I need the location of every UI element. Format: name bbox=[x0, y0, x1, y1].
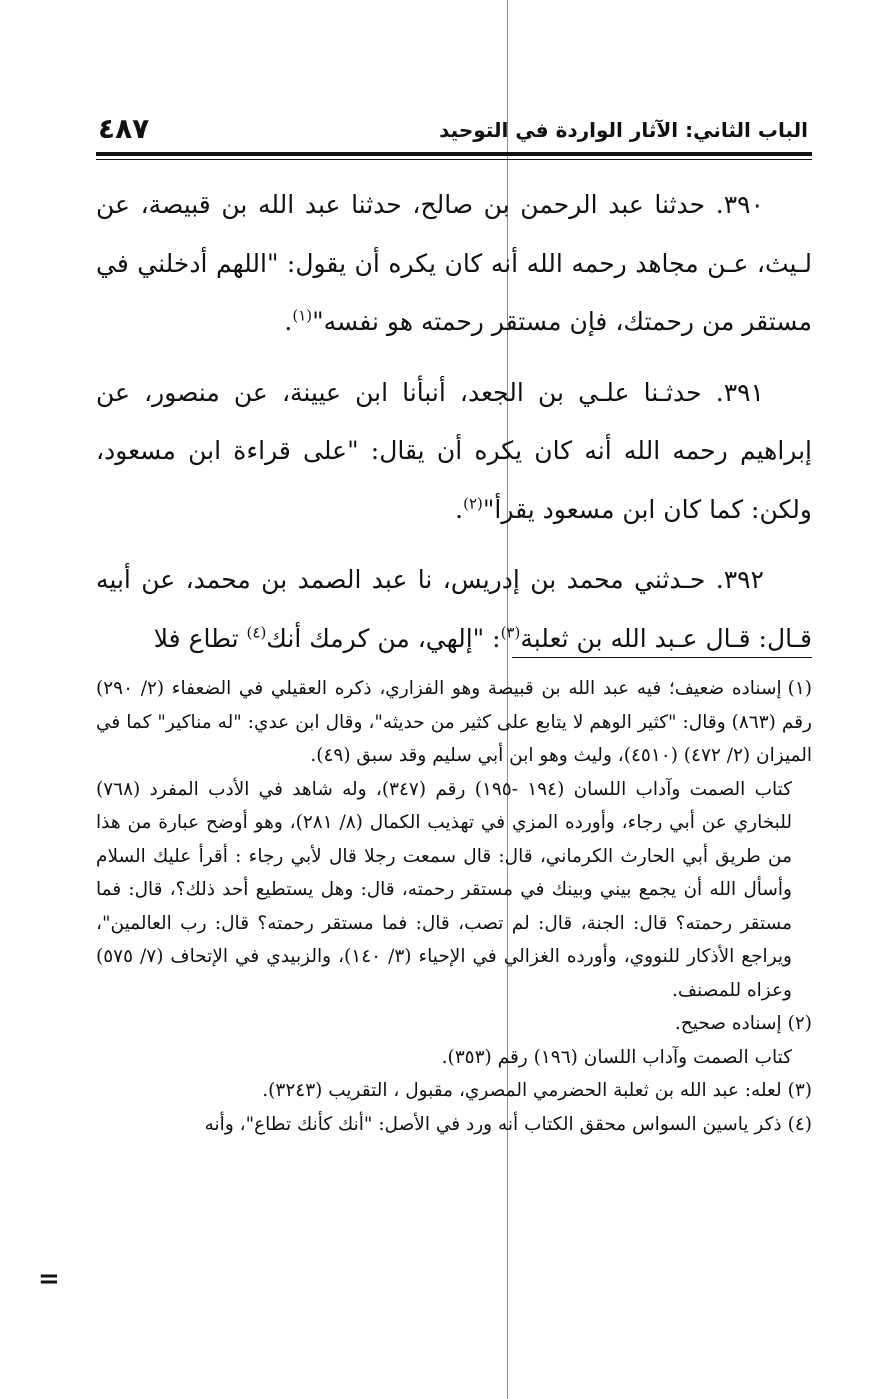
narration-392: ٣٩٢. حـدثني محمد بن إدريس، نا عبد الصمد بن محمد، عن أبيه قـال: قـال عـبد الله بن ثعلبة$^{(٣)}$: "إلهي، من كرمك أنك$^{(٤)}$ تطاع فلا bbox=[96, 565, 812, 653]
footnote-2 bbox=[96, 1007, 812, 1041]
narration-text: حدثنا عبد الرحمن بن صالح، حدثنا عبد الله بن قبيصة، عن لـيث، عـن مجاهد رحمه الله أنه كان يكره أن يقول: "اللهم أدخلني في مستقر من رحمتك، فإن مستقر رحمته هو نفسه" bbox=[96, 190, 812, 336]
sentence-end: . bbox=[455, 494, 464, 524]
narration-text: : "إلهي، من كرمك أنك bbox=[266, 623, 501, 653]
header-rule-thin bbox=[96, 159, 812, 160]
narration-text: حدثـنا علـي بن الجعد، أنبأنا ابن عيينة، عن منصور، عن إبراهيم رحمه الله أنه كان يكره أن يقال: "على قراءة ابن مسعود، ولكن: كما كان ابن مسعود يقرأ" bbox=[96, 377, 812, 524]
running-title: الباب الثاني: الآثار الواردة في التوحيد bbox=[439, 118, 808, 142]
footnote-2-continuation: كتاب الصمت وآداب اللسان (١٩٦) رقم (٣٥٣). bbox=[441, 1046, 792, 1068]
footnote-ref: (١) bbox=[292, 306, 313, 325]
footnote-number: (٣) bbox=[787, 1080, 812, 1101]
header-rule-thick bbox=[96, 152, 812, 156]
footnotes bbox=[96, 672, 812, 1141]
footnote-4 bbox=[96, 1108, 812, 1142]
footnote-ref: (٤) bbox=[246, 623, 267, 642]
footnote-1 bbox=[96, 672, 812, 773]
footnote-text: ذكر ياسين السواس محقق الكتاب أنه ورد في الأصل: "أنك كأنك تطاع"، وأنه bbox=[204, 1113, 782, 1135]
footnote-text: إسناده ضعيف؛ فيه عبد الله بن قبيصة وهو الفزاري، ذكره العقيلي في الضعفاء (٢/ ٢٩٠) رقم (٨٦٣) وقال: "كثير الوهم لا يتابع على كثير من حديثه"، وقال ابن عدي: "له مناكير" كما في الميزان (٢/ ٤٧٢) (٤٥١٠)، وليث وهو ابن أبي سليم وقد سبق (٤٩). bbox=[96, 678, 812, 766]
footnote-text: لعله: عبد الله بن ثعلبة الحضرمي المصري، مقبول ، التقريب (٣٢٤٣). bbox=[262, 1080, 782, 1101]
narration-391: ٣٩١. حدثـنا علـي بن الجعد، أنبأنا ابن عيينة، عن منصور، عن إبراهيم رحمه الله أنه كان يكره أن يقال: "على قراءة ابن مسعود، ولكن: كما كان ابن مسعود يقرأ"$^{(٢)}$. bbox=[96, 377, 812, 524]
footnote-3 bbox=[96, 1074, 812, 1108]
footnote-1-continuation: كتاب الصمت وآداب اللسان (١٩٤ -١٩٥) رقم (٣٤٧)، وله شاهد في الأدب المفرد (٧٦٨) للبخاري عن أبي رجاء، وأورده المزي في تهذيب الكمال (٨/ ٢٨١)، وهو أوضح عبارة من هذا من طريق أبي الحارث الكرماني، قال: قال سمعت رجلا قال لأبي رجاء : أقرأ عليك السلام وأسأل الله أن يجمع بيني وبينك في مستقر رحمته، قال: وهل يستطيع أحد ذلك؟، قال: فما مستقر رحمته؟ قال: الجنة، قال: لم تصب، قال: فما مستقر رحمته؟ قال: رب العالمين"، ويراجع الأذكار للنووي، وأورده الغزالي في الإحياء (٣/ ١٤٠)، والزبيدي في الإتحاف (٧/ ٥٧٥) وعزاه للمصنف. bbox=[96, 778, 793, 1001]
narration-number: ٣٩٢ bbox=[723, 565, 764, 594]
page-number: ٤٨٧ bbox=[98, 112, 150, 145]
footnote-text: إسناده صحيح. bbox=[674, 1013, 782, 1034]
narration-text: تطاع فلا bbox=[153, 623, 247, 653]
footnote-separator bbox=[512, 657, 812, 658]
page-header bbox=[96, 112, 812, 152]
footnote-number: (١) bbox=[787, 678, 812, 699]
footnote-number: (٢) bbox=[787, 1013, 812, 1034]
footnote-ref: (٣) bbox=[500, 623, 521, 642]
continuation-mark: = bbox=[38, 1264, 60, 1294]
narration-number: ٣٩٠ bbox=[723, 190, 764, 219]
footnote-number: (٤) bbox=[787, 1113, 812, 1135]
narration-text: حـدثني محمد بن إدريس، نا عبد الصمد بن محمد، عن أبيه قـال: قـال عـبد الله بن ثعلبة bbox=[96, 565, 812, 653]
sentence-end: . bbox=[284, 307, 293, 336]
main-text bbox=[96, 176, 812, 680]
narration-390: ٣٩٠. حدثنا عبد الرحمن بن صالح، حدثنا عبد الله بن قبيصة، عن لـيث، عـن مجاهد رحمه الله أنه كان يكره أن يقول: "اللهم أدخلني في مستقر من رحمتك، فإن مستقر رحمته هو نفسه"$^{(١)}$. bbox=[96, 190, 812, 336]
footnote-ref: (٢) bbox=[463, 494, 483, 513]
narration-number: ٣٩١ bbox=[723, 377, 764, 407]
